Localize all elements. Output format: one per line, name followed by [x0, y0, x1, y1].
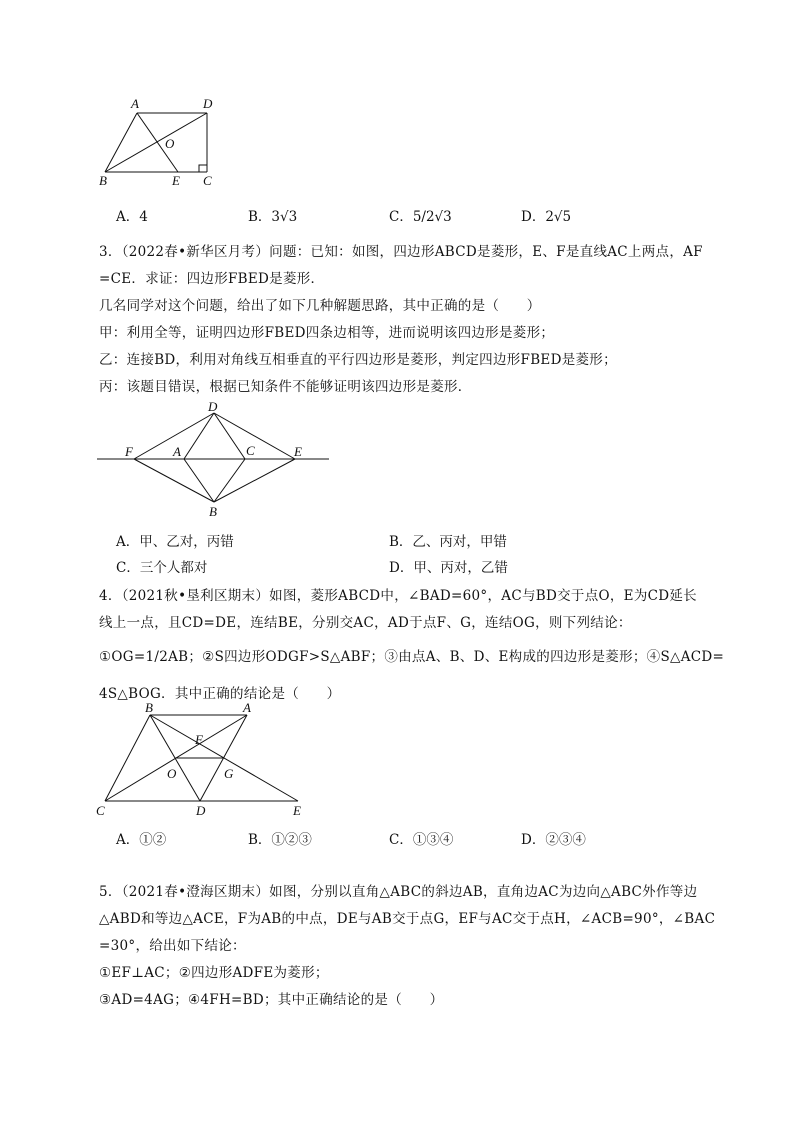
q4-line-2: 线上一点，且CD=DE，连结BE，分别交AC，AD于点F、G，连结OG，则下列结论：	[99, 615, 632, 631]
q4-label-a: A	[243, 703, 251, 715]
q4-figure	[92, 703, 312, 821]
q3-line-3: 几名同学对这个问题，给出了如下几种解题思路，其中正确的是（ ）	[99, 298, 541, 314]
q2-label-a: A	[131, 96, 139, 111]
q3-label-c: C	[246, 443, 255, 458]
q3-label-f: F	[125, 444, 133, 459]
q5-line-1: 5．（2021春•澄海区期末）如图，分别以直角△ABC的斜边AB，直角边AC为边向△ABC外作等边	[99, 884, 698, 900]
q4-option-c[interactable]: C．①③④	[389, 832, 454, 848]
q5-line-5: ③AD=4AG；④4FH=BD；其中正确结论的是（ ）	[99, 992, 444, 1008]
q2-option-b[interactable]: B．3√3	[248, 209, 298, 225]
q3-label-a: A	[173, 444, 181, 459]
q2-label-o: O	[165, 136, 175, 151]
q4-label-f: F	[195, 732, 203, 747]
q2-figure	[95, 95, 225, 190]
q2-label-d: D	[203, 96, 213, 111]
q2-label-c: C	[203, 173, 212, 188]
q4-label-g: G	[224, 766, 234, 781]
q2-label-b: B	[99, 173, 107, 188]
q3-option-a[interactable]: A．甲、乙对，丙错	[116, 534, 234, 550]
q3-option-b[interactable]: B．乙、丙对，甲错	[389, 534, 507, 550]
q4-label-o: O	[167, 766, 177, 781]
q3-line-5: 乙：连接BD，利用对角线互相垂直的平行四边形是菱形，判定四边形FBED是菱形；	[99, 352, 617, 368]
q2-option-c[interactable]: C．5/2√3	[389, 209, 452, 225]
q4-label-b: B	[145, 703, 153, 715]
q4-option-d[interactable]: D．②③④	[521, 832, 586, 848]
q3-line-6: 丙：该题目错误，根据已知条件不能够证明该四边形是菱形．	[99, 379, 472, 395]
q4-option-a[interactable]: A．①②	[116, 832, 167, 848]
q5-line-3: =30°，给出如下结论：	[99, 938, 246, 954]
q3-label-b: B	[209, 504, 217, 519]
q4-line-3: ①OG=1/2AB；②S四边形ODGF>S△ABF；③由点A、B、D、E构成的四边形是菱形；④S△ACD=	[99, 649, 725, 665]
q4-line-1: 4．（2021秋•垦利区期末）如图，菱形ABCD中，∠BAD=60°，AC与BD交于点O，E为CD延长	[99, 588, 697, 604]
q3-label-e: E	[294, 444, 302, 459]
q3-line-1: 3．（2022春•新华区月考）问题：已知：如图，四边形ABCD是菱形，E、F是直线AC上两点，AF	[99, 244, 703, 260]
q5-line-4: ①EF⊥AC；②四边形ADFE为菱形；	[99, 965, 329, 981]
q3-line-4: 甲：利用全等，证明四边形FBED四条边相等，进而说明该四边形是菱形；	[99, 325, 555, 341]
q2-option-a[interactable]: A．4	[116, 209, 148, 225]
q3-option-d[interactable]: D．甲、丙对，乙错	[389, 560, 508, 576]
q3-option-c[interactable]: C．三个人都对	[116, 560, 208, 576]
q3-line-2: =CE．求证：四边形FBED是菱形．	[99, 271, 325, 287]
q4-line-4: 4S△BOG．其中正确的结论是（ ）	[99, 686, 341, 702]
q4-label-c: C	[96, 803, 105, 818]
q3-figure	[95, 398, 335, 523]
q3-label-d: D	[208, 399, 218, 414]
q5-line-2: △ABD和等边△ACE，F为AB的中点，DE与AB交于点G，EF与AC交于点H，∠ACB=90°，∠BAC	[99, 911, 716, 927]
q2-label-e: E	[172, 173, 180, 188]
q2-option-d[interactable]: D．2√5	[521, 209, 572, 225]
q4-label-d: D	[196, 803, 206, 818]
q4-option-b[interactable]: B．①②③	[248, 832, 312, 848]
q4-label-e: E	[293, 803, 301, 818]
